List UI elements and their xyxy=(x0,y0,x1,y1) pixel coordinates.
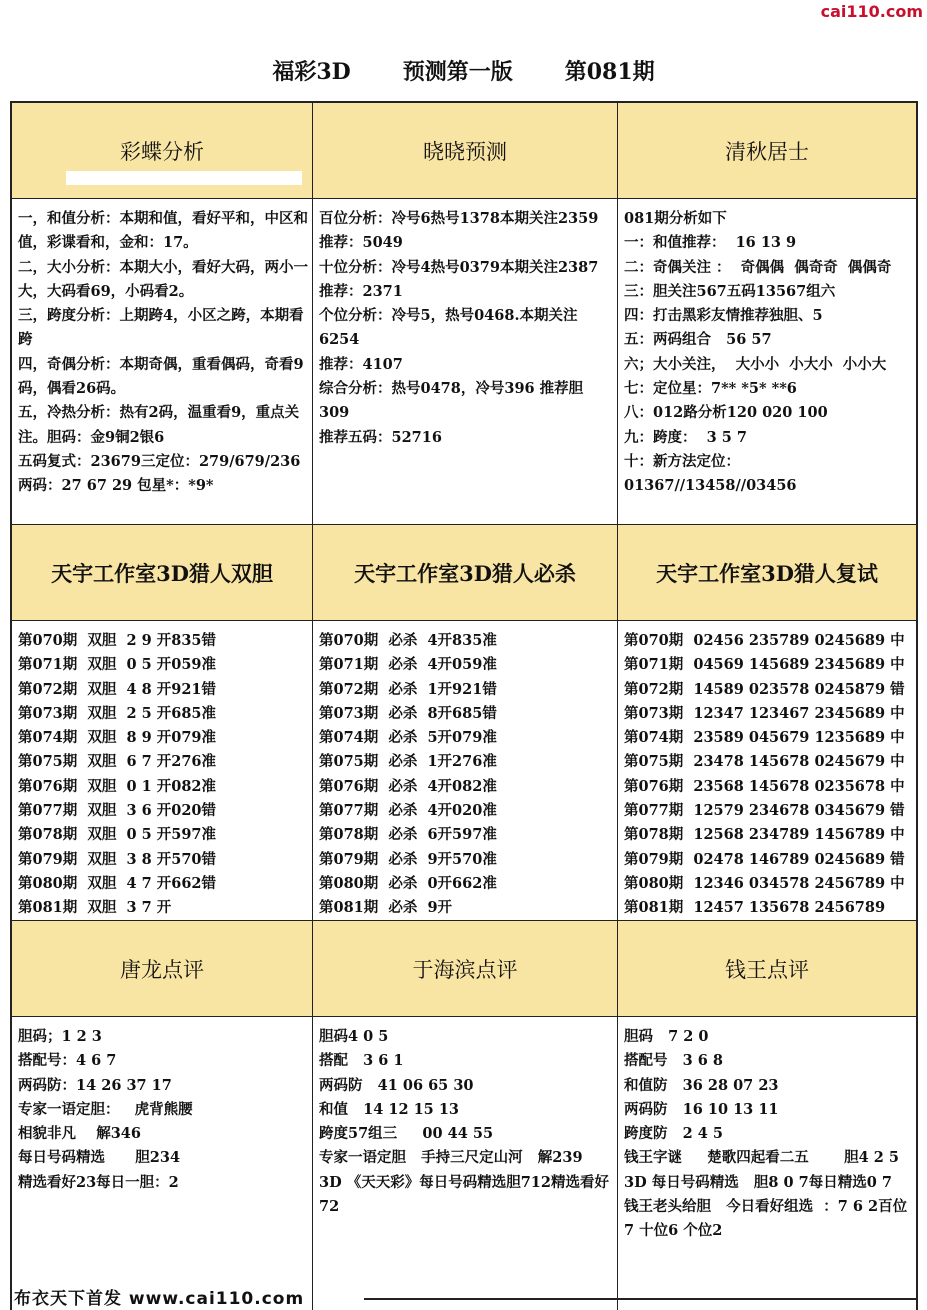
section-header xyxy=(313,103,618,199)
text-line: 第075期 必杀 1开276准 xyxy=(319,753,497,771)
section-header-label: 天宇工作室3D猎人必杀 xyxy=(354,560,576,586)
text-line: 五码复式：23679三定位：279/679/236 两码：27 67 29 包星*：*9* xyxy=(18,452,306,495)
text-line: 钱王字谜 楚歌四起看二五 胆4 2 5 xyxy=(624,1149,899,1167)
text-line: 胆码；1 2 3 xyxy=(18,1028,102,1045)
page-title xyxy=(10,8,917,100)
text-line: 第072期 14589 023578 0245879 错 xyxy=(624,680,905,698)
text-line: 钱王老头给胆 今日看好组选 ：7 6 2百位7 十位6 个位2 xyxy=(624,1198,908,1240)
section-header-label: 清秋居士 xyxy=(725,139,809,164)
text-line: 第078期 12568 234789 1456789 中 xyxy=(624,826,905,844)
text-line: 第079期 02478 146789 0245689 错 xyxy=(624,850,905,868)
text-line: 胆码 7 2 0 xyxy=(624,1028,709,1045)
section-header xyxy=(618,921,916,1017)
text-line: 第081期 双胆 3 7 开 xyxy=(18,899,172,917)
text-line: 和值 14 12 15 13 xyxy=(319,1100,460,1118)
section-header-label: 天宇工作室3D猎人复试 xyxy=(656,560,878,586)
text-line: 一：和值推荐： 16 13 9 xyxy=(624,234,797,252)
text-line: 第070期 必杀 4开835准 xyxy=(319,632,497,649)
text-line: 相貌非凡 解346 xyxy=(18,1125,141,1143)
text-line: 精选看好23每日一胆：2 xyxy=(18,1173,179,1191)
section-header xyxy=(12,921,313,1017)
section-header xyxy=(313,525,618,621)
text-line: 第074期 23589 045679 1235689 中 xyxy=(624,729,905,747)
site-tag: cai110.com xyxy=(820,2,923,21)
footer-tag: 布衣天下首发 www.cai110.com xyxy=(14,1289,305,1309)
section-header-label: 天宇工作室3D猎人双胆 xyxy=(51,560,273,586)
text-line: 八：012路分析120 020 100 xyxy=(624,404,828,422)
prediction-grid xyxy=(10,101,918,1310)
text-line: 跨度57组三 00 44 55 xyxy=(319,1125,494,1143)
text-line: 两码防 16 10 13 11 xyxy=(624,1100,779,1118)
text-line: 十位分析：冷号4热号0379本期关注2387 xyxy=(319,258,599,276)
section-header-row xyxy=(12,525,916,621)
text-line: 第072期 双胆 4 8 开921错 xyxy=(18,680,217,698)
text-line: 个位分析：冷号5，热号0468.本期关注6254 xyxy=(319,307,578,349)
text-line: 第075期 双胆 6 7 开276准 xyxy=(18,753,217,771)
text-line: 专家一语定胆： 虎背熊腰 xyxy=(18,1100,193,1118)
section-header-label: 彩蝶分析 xyxy=(120,139,204,164)
text-line: 第081期 12457 135678 2456789 xyxy=(624,899,886,917)
section-body xyxy=(313,199,618,525)
text-line: 081期分析如下 xyxy=(624,210,727,227)
redaction-bar xyxy=(66,171,302,185)
text-line: 二：奇偶关注 ： 奇偶偶 偶奇奇 偶偶奇 xyxy=(624,258,892,276)
text-line: 第081期 必杀 9开 xyxy=(319,899,453,917)
text-line: 第073期 必杀 8开685错 xyxy=(319,704,497,722)
section-body xyxy=(618,199,916,525)
footer-divider xyxy=(364,1298,917,1300)
text-line: 和值防 36 28 07 23 xyxy=(624,1076,779,1094)
text-line: 第080期 必杀 0开662准 xyxy=(319,874,497,892)
text-line: 四：打击黑彩友情推荐独胆、5 xyxy=(624,307,823,325)
text-line: 搭配号 3 6 8 xyxy=(624,1052,724,1070)
section-header-row xyxy=(12,103,916,199)
title-edition: 预测第一版 xyxy=(402,59,513,85)
text-line: 七：定位星：7** *5* **6 xyxy=(624,380,797,398)
text-line: 第070期 02456 235789 0245689 中 xyxy=(624,632,905,649)
text-line: 第073期 12347 123467 2345689 中 xyxy=(624,704,905,722)
section-header xyxy=(12,525,313,621)
section-body xyxy=(12,621,313,921)
text-line: 搭配 3 6 1 xyxy=(319,1052,404,1070)
text-line: 第074期 双胆 8 9 开079准 xyxy=(18,729,217,747)
text-line: 一，和值分析：本期和值，看好平和，中区和值，彩谍看和，金和：17。 xyxy=(18,210,308,252)
section-header xyxy=(618,525,916,621)
text-line: 第077期 双胆 3 6 开020错 xyxy=(18,802,217,820)
text-line: 第071期 双胆 0 5 开059准 xyxy=(18,656,217,674)
text-line: 第070期 双胆 2 9 开835错 xyxy=(18,632,217,649)
text-line: 六；大小关注， 大小小 小大小 小小大 xyxy=(624,355,887,373)
text-line: 第079期 双胆 3 8 开570错 xyxy=(18,850,217,868)
section-header-label: 钱王点评 xyxy=(725,957,809,982)
text-line: 第071期 04569 145689 2345689 中 xyxy=(624,656,905,674)
text-line: 推荐：2371 xyxy=(319,282,403,300)
text-line: 三，跨度分析：上期跨4，小区之跨，本期看跨 xyxy=(18,307,304,349)
text-line: 第077期 必杀 4开020准 xyxy=(319,802,497,820)
text-line: 3D 每日号码精选 胆8 0 7每日精选0 7 xyxy=(624,1173,892,1191)
section-body xyxy=(618,621,916,921)
text-line: 第076期 必杀 4开082准 xyxy=(319,777,497,795)
text-line: 十：新方法定位： 01367//13458//03456 xyxy=(624,452,797,495)
text-line: 每日号码精选 胆234 xyxy=(18,1149,181,1167)
text-line: 第080期 12346 034578 2456789 中 xyxy=(624,874,905,892)
section-body xyxy=(618,1017,916,1310)
section-header-label: 唐龙点评 xyxy=(120,957,204,982)
text-line: 综合分析：热号0478，冷号396 推荐胆309 xyxy=(319,380,584,422)
text-line: 四，奇偶分析：本期奇偶，重看偶码，奇看9码，偶看26码。 xyxy=(18,355,304,398)
section-body xyxy=(313,1017,618,1310)
text-line: 跨度防 2 4 5 xyxy=(624,1125,724,1143)
section-header-label: 晓晓预测 xyxy=(423,139,507,164)
section-body xyxy=(12,199,313,525)
text-line: 第076期 双胆 0 1 开082准 xyxy=(18,777,217,795)
text-line: 推荐：4107 xyxy=(319,355,403,373)
text-line: 五：两码组合 56 57 xyxy=(624,331,772,349)
text-line: 胆码4 0 5 xyxy=(319,1028,389,1045)
text-line: 第075期 23478 145678 0245679 中 xyxy=(624,753,905,771)
text-line: 三：胆关注567五码13567组六 xyxy=(624,282,836,300)
text-line: 九：跨度： 3 5 7 xyxy=(624,428,747,446)
text-line: 第074期 必杀 5开079准 xyxy=(319,729,497,747)
title-game: 福彩3D xyxy=(272,59,351,85)
section-header xyxy=(313,921,618,1017)
section-body-row xyxy=(12,1017,916,1310)
text-line: 搭配号：4 6 7 xyxy=(18,1052,117,1070)
text-line: 第078期 双胆 0 5 开597准 xyxy=(18,826,217,844)
text-line: 第079期 必杀 9开570准 xyxy=(319,850,497,868)
text-line: 推荐：5049 xyxy=(319,234,403,252)
section-header-row xyxy=(12,921,916,1017)
section-body xyxy=(12,1017,313,1310)
section-body xyxy=(313,621,618,921)
text-line: 两码防：14 26 37 17 xyxy=(18,1076,172,1094)
title-issue: 第081期 xyxy=(564,59,655,85)
section-header xyxy=(12,103,313,199)
text-line: 五，冷热分析：热有2码，温重看9，重点关注。胆码：金9铜2银6 xyxy=(18,404,300,446)
text-line: 二，大小分析：本期大小，看好大码，两小一大，大码看69，小码看2。 xyxy=(18,258,308,300)
text-line: 第077期 12579 234678 0345679 错 xyxy=(624,802,905,820)
section-body-row xyxy=(12,199,916,525)
text-line: 百位分析：冷号6热号1378本期关注2359 xyxy=(319,210,599,227)
text-line: 第080期 双胆 4 7 开662错 xyxy=(18,874,217,892)
text-line: 第071期 必杀 4开059准 xyxy=(319,656,497,674)
text-line: 专家一语定胆 手持三尺定山河 解239 xyxy=(319,1149,583,1167)
section-header xyxy=(618,103,916,199)
section-header-label: 于海滨点评 xyxy=(412,957,518,982)
text-line: 3D 《天天彩》每日号码精选胆712精选看好72 xyxy=(319,1173,609,1216)
section-body-row xyxy=(12,621,916,921)
text-line: 第076期 23568 145678 0235678 中 xyxy=(624,777,905,795)
text-line: 第073期 双胆 2 5 开685准 xyxy=(18,704,217,722)
text-line: 第072期 必杀 1开921错 xyxy=(319,680,497,698)
text-line: 推荐五码：52716 xyxy=(319,428,442,446)
text-line: 两码防 41 06 65 30 xyxy=(319,1076,474,1094)
text-line: 第078期 必杀 6开597准 xyxy=(319,826,497,844)
